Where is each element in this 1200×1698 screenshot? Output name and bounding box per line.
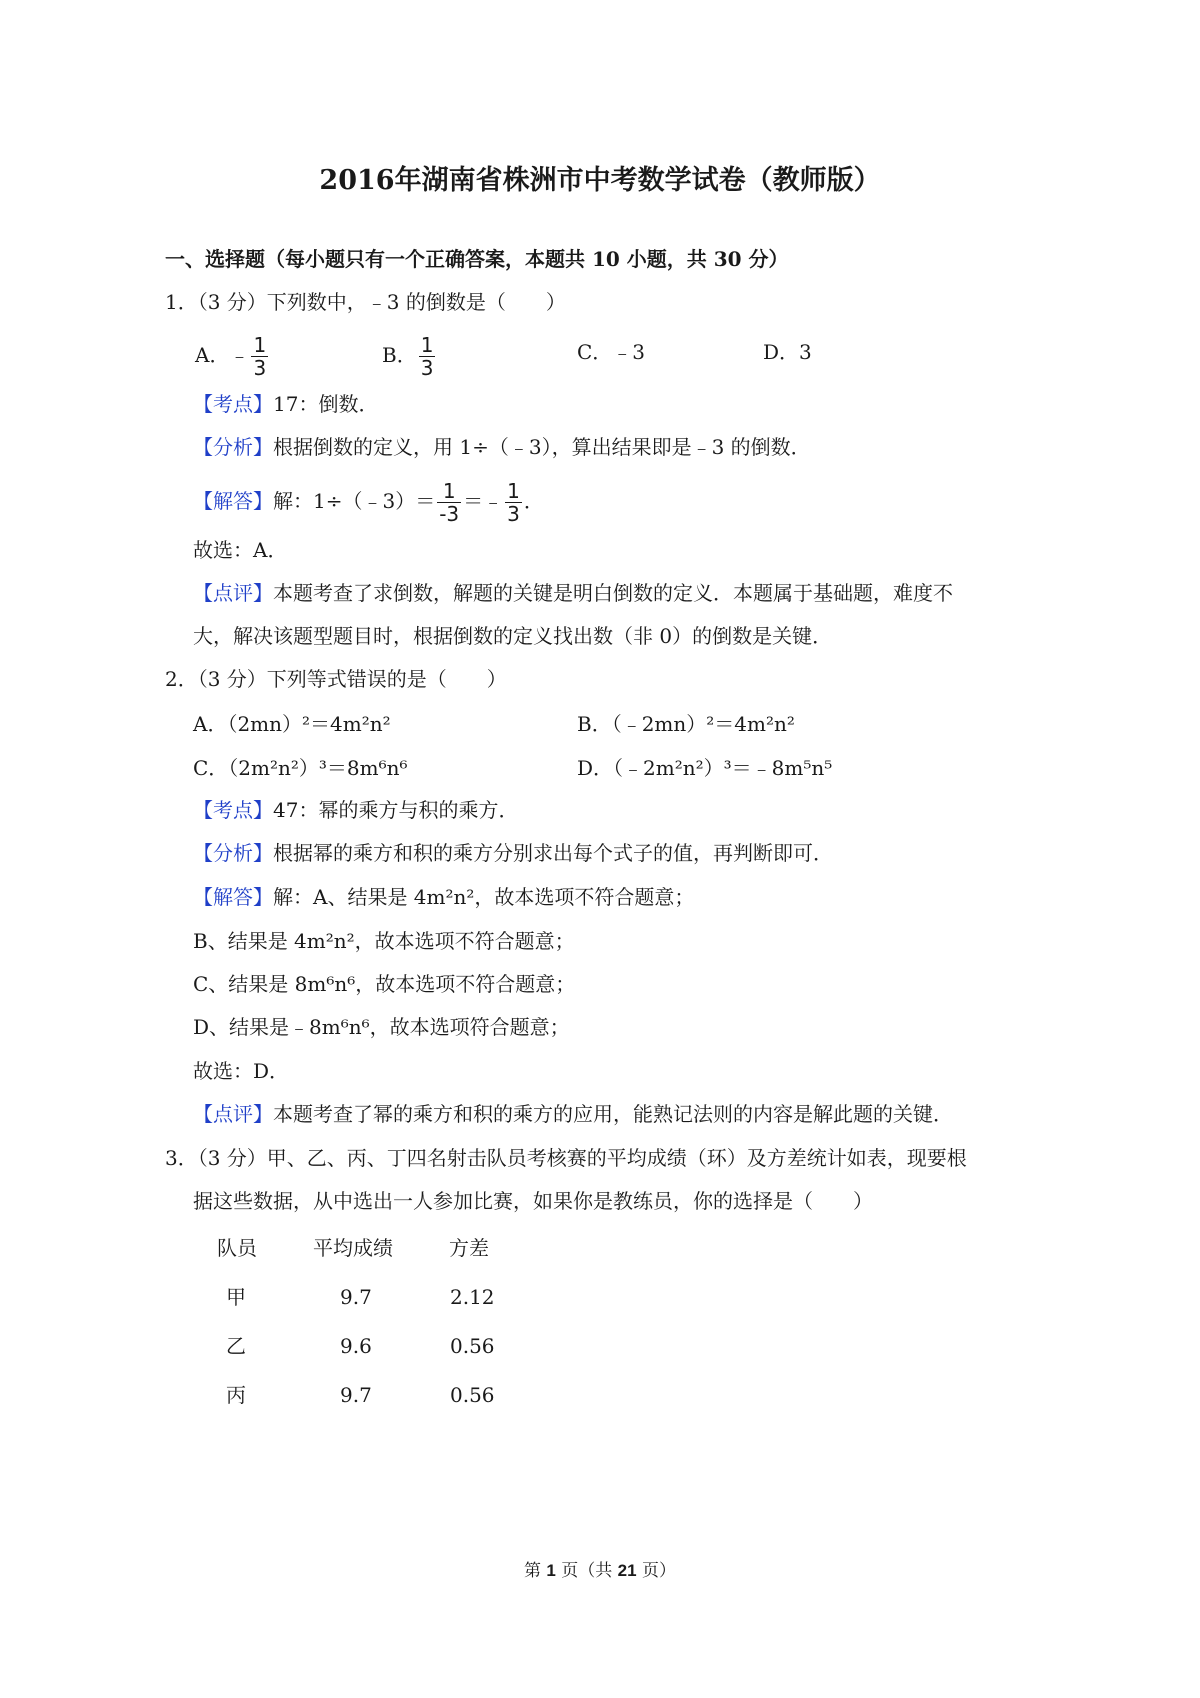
table-cell-variance: 2.12 (450, 1285, 495, 1309)
footer-pre: 第 (523, 1561, 547, 1581)
q2-guxuan: 故选：D． (193, 1059, 290, 1083)
fenxi-tag: 【分析】 (193, 435, 273, 459)
q2-jieda-d: D、结果是﹣8m⁶n⁶，故本选项符合题意； (193, 1015, 570, 1039)
section-heading: 一、选择题（每小题只有一个正确答案，本题共 10 小题，共 30 分） (165, 247, 789, 271)
fenxi-text: 根据倒数的定义，用 1÷（﹣3），算出结果即是﹣3 的倒数． (273, 435, 811, 459)
kaodian-tag: 【考点】 (193, 392, 273, 416)
q2-option-d: D．（﹣2m²n²）³＝﹣8m⁵n⁵ (577, 756, 833, 780)
q3-stem-1: 3．（3 分）甲、乙、丙、丁四名射击队员考核赛的平均成绩（环）及方差统计如表，现要根 (165, 1146, 967, 1170)
table-cell-average: 9.6 (340, 1334, 372, 1358)
q1-fenxi (193, 433, 811, 461)
jieda-fraction-2 (505, 480, 522, 525)
kaodian-text: 17：倒数． (273, 392, 379, 416)
q3-stem-2: 据这些数据，从中选出一人参加比赛，如果你是教练员，你的选择是（ ） (193, 1189, 873, 1213)
table-cell-average: 9.7 (340, 1383, 372, 1407)
jieda-prefix: 解：1÷（﹣3）＝ (273, 489, 436, 513)
q2-jieda (193, 883, 694, 911)
table-header-average: 平均成绩 (313, 1236, 393, 1260)
fraction-denominator: 3 (253, 356, 267, 380)
fraction-numerator: 1 (253, 333, 267, 357)
q1-kaodian (193, 390, 378, 418)
footer-page-number: 1 (546, 1561, 556, 1580)
page-footer (0, 1556, 1200, 1581)
q2-option-b: B．（﹣2mn）²＝4m²n² (577, 712, 795, 736)
table-header-player: 队员 (217, 1236, 257, 1260)
table-cell-player: 甲 (226, 1285, 246, 1309)
kaodian-text: 47：幂的乘方与积的乘方． (273, 798, 519, 822)
table-cell-player: 乙 (226, 1334, 246, 1358)
jieda-tag: 【解答】 (193, 489, 273, 513)
dianping-tag: 【点评】 (193, 1102, 273, 1126)
q2-fenxi (193, 839, 833, 867)
table-cell-variance: 0.56 (450, 1334, 495, 1358)
q1-option-b (382, 334, 437, 379)
q2-kaodian (193, 796, 518, 824)
q2-stem: 2．（3 分）下列等式错误的是（ ） (165, 667, 507, 691)
fraction-denominator: -3 (439, 502, 460, 526)
jieda-mid: ＝﹣ (463, 489, 504, 513)
q1-jieda (193, 476, 544, 526)
page-title: 2016年湖南省株洲市中考数学试卷（教师版） (319, 165, 881, 196)
q1-guxuan: 故选：A． (193, 538, 288, 562)
q1-option-a-fraction (251, 334, 268, 379)
fenxi-tag: 【分析】 (193, 841, 273, 865)
q1-stem: 1．（3 分）下列数中，﹣3 的倒数是（ ） (165, 290, 566, 314)
jieda-tag: 【解答】 (193, 885, 273, 909)
q1-option-b-fraction (419, 334, 436, 379)
q1-option-d: D．3 (763, 340, 812, 364)
jieda-fraction-1 (437, 480, 461, 525)
q1-dianping-2: 大，解决该题型题目时，根据倒数的定义找出数（非 0）的倒数是关键． (193, 624, 833, 648)
q1-option-b-label: B． (382, 343, 417, 367)
footer-total-pages: 21 (617, 1561, 637, 1580)
table-cell-average: 9.7 (340, 1285, 372, 1309)
table-header-variance: 方差 (449, 1236, 489, 1260)
q2-option-a: A．（2mn）²＝4m²n² (193, 712, 391, 736)
q2-dianping (193, 1100, 953, 1128)
table-cell-player: 丙 (226, 1383, 246, 1407)
q1-option-a-label: A．﹣ (195, 343, 250, 367)
q2-jieda-c: C、结果是 8m⁶n⁶，故本选项不符合题意； (193, 972, 576, 996)
dianping-text: 本题考查了幂的乘方和积的乘方的应用，能熟记法则的内容是解此题的关键． (273, 1102, 953, 1126)
fenxi-text: 根据幂的乘方和积的乘方分别求出每个式子的值，再判断即可． (273, 841, 833, 865)
fraction-numerator: 1 (437, 480, 461, 503)
q2-option-c: C．（2m²n²）³＝8m⁶n⁶ (193, 756, 408, 780)
fraction-numerator: 1 (420, 333, 434, 357)
fraction-denominator: 3 (507, 502, 520, 526)
fraction-denominator: 3 (420, 356, 434, 380)
footer-post: 页） (636, 1561, 676, 1581)
q1-dianping-1 (193, 579, 953, 607)
kaodian-tag: 【考点】 (193, 798, 273, 822)
footer-mid: 页（共 (555, 1561, 618, 1581)
q1-option-a (195, 334, 270, 379)
table-cell-variance: 0.56 (450, 1383, 495, 1407)
jieda-text-a: 解：A、结果是 4m²n²，故本选项不符合题意； (273, 885, 695, 909)
dianping-text: 本题考查了求倒数，解题的关键是明白倒数的定义．本题属于基础题，难度不 (273, 581, 953, 605)
fraction-numerator: 1 (507, 479, 520, 503)
q1-option-c: C．﹣3 (577, 340, 646, 364)
dianping-tag: 【点评】 (193, 581, 273, 605)
q2-jieda-b: B、结果是 4m²n²，故本选项不符合题意； (193, 929, 575, 953)
jieda-end: ． (523, 489, 544, 513)
